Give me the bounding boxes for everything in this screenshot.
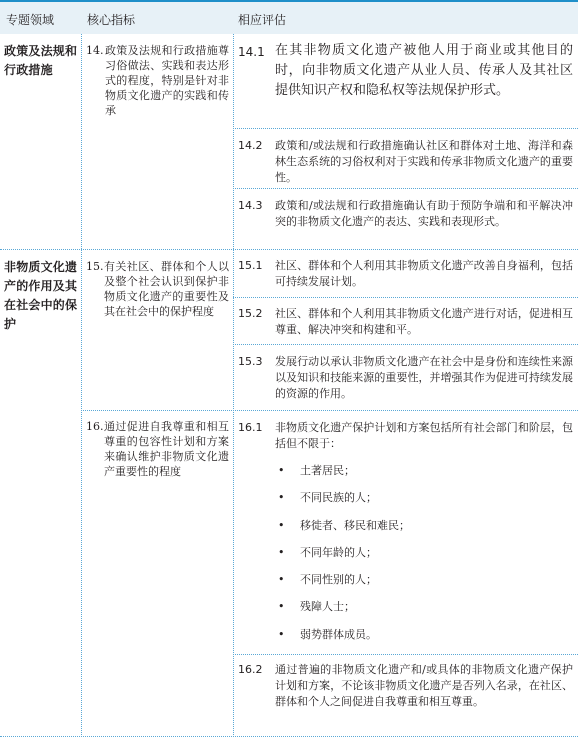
evaluation-text: 非物质文化遗产保护计划和方案包括所有社会部门和阶层，包括但不限于： xyxy=(275,421,573,450)
area-cell-social-role: 非物质文化遗产的作用及其在社会中的保护 xyxy=(4,260,78,331)
indicator-text: 政策及法规和行政措施尊习俗做法、实践和表达形式的程度，特别是针对非物质文化遗产的实践和传承 xyxy=(105,44,229,117)
evaluation-number: 15.1 xyxy=(238,259,263,272)
list-item: • 不同性别的人； xyxy=(278,573,377,587)
bullet-icon: • xyxy=(278,518,285,532)
evaluation-number: 14.1 xyxy=(238,45,265,59)
indicator-number: 16. xyxy=(86,420,104,433)
bullet-list xyxy=(275,463,565,654)
evaluation-number: 14.2 xyxy=(238,139,263,152)
evaluation-number: 15.2 xyxy=(238,307,263,320)
evaluation-number: 14.3 xyxy=(238,199,263,212)
evaluation-text: 社区、群体和个人利用其非物质文化遗产进行对话，促进相互尊重、解决冲突和构建和平。 xyxy=(275,307,573,336)
list-item: • 土著居民； xyxy=(278,464,355,477)
bullet-icon: • xyxy=(278,600,285,614)
row-divider xyxy=(233,188,578,189)
evaluation-number: 16.1 xyxy=(238,421,263,434)
row-divider xyxy=(233,128,578,129)
header-indicator: 核心指标 xyxy=(87,13,136,27)
list-item: • 弱势群体成员。 xyxy=(278,627,377,641)
row-divider xyxy=(233,297,578,298)
indicator-number: 15. xyxy=(86,260,104,273)
indicator-text: 有关社区、群体和个人以及整个社会认识到保护非物质文化遗产的重要性及其在社会中的保护程度 xyxy=(104,260,229,318)
list-item: • 不同民族的人； xyxy=(278,491,377,505)
indicator-text: 通过促进自我尊重和相互尊重的包容性计划和方案来确认维护非物质文化遗产重要性的程度 xyxy=(104,420,229,478)
evaluation-number: 15.3 xyxy=(238,355,263,368)
row-divider xyxy=(81,410,578,411)
list-item: • 不同年龄的人； xyxy=(278,545,377,559)
list-item: • 残障人士； xyxy=(278,600,355,614)
bullet-icon: • xyxy=(278,627,285,641)
list-item: • 移徙者、移民和难民； xyxy=(278,518,410,532)
bullet-icon: • xyxy=(278,573,285,587)
table-header xyxy=(0,0,578,34)
area-cell-policy: 政策及法规和行政措施 xyxy=(4,44,78,77)
evaluation-text: 政策和/或法规和行政措施确认社区和群体对土地、海洋和森林生态系统的习俗权利对于实践和传承非物质文化遗产的重要性。 xyxy=(275,139,573,184)
evaluation-number: 16.2 xyxy=(238,663,263,676)
row-divider xyxy=(233,344,578,345)
bullet-icon: • xyxy=(278,464,285,477)
evaluation-text: 社区、群体和个人利用其非物质文化遗产改善自身福利，包括可持续发展计划。 xyxy=(275,259,573,288)
column-divider xyxy=(81,34,82,737)
header-evaluation: 相应评估 xyxy=(238,13,287,27)
bullet-icon: • xyxy=(278,491,285,505)
row-divider xyxy=(233,654,578,655)
evaluation-text: 通过普遍的非物质文化遗产和/或具体的非物质文化遗产保护计划和方案，不论该非物质文化遗产是否列入名录，在社区、群体和个人之间促进自我尊重和相互尊重。 xyxy=(275,663,573,708)
indicator-number: 14. xyxy=(86,44,104,57)
bullet-icon: • xyxy=(278,545,285,559)
column-divider xyxy=(233,34,234,737)
evaluation-text: 发展行动以承认非物质文化遗产在社会中是身份和连续性来源以及知识和技能来源的重要性，并增强其作为促进可持续发展的资源的作用。 xyxy=(275,355,573,400)
section-divider xyxy=(0,249,578,250)
evaluation-text: 在其非物质文化遗产被他人用于商业或其他目的时，向非物质文化遗产从业人员、传承人及其社区提供知识产权和隐私权等法规保护形式。 xyxy=(275,43,573,98)
header-area: 专题领域 xyxy=(6,13,55,27)
evaluation-text: 政策和/或法规和行政措施确认有助于预防争端和和平解决冲突的非物质文化遗产的表达、实践和表现形式。 xyxy=(275,199,573,228)
